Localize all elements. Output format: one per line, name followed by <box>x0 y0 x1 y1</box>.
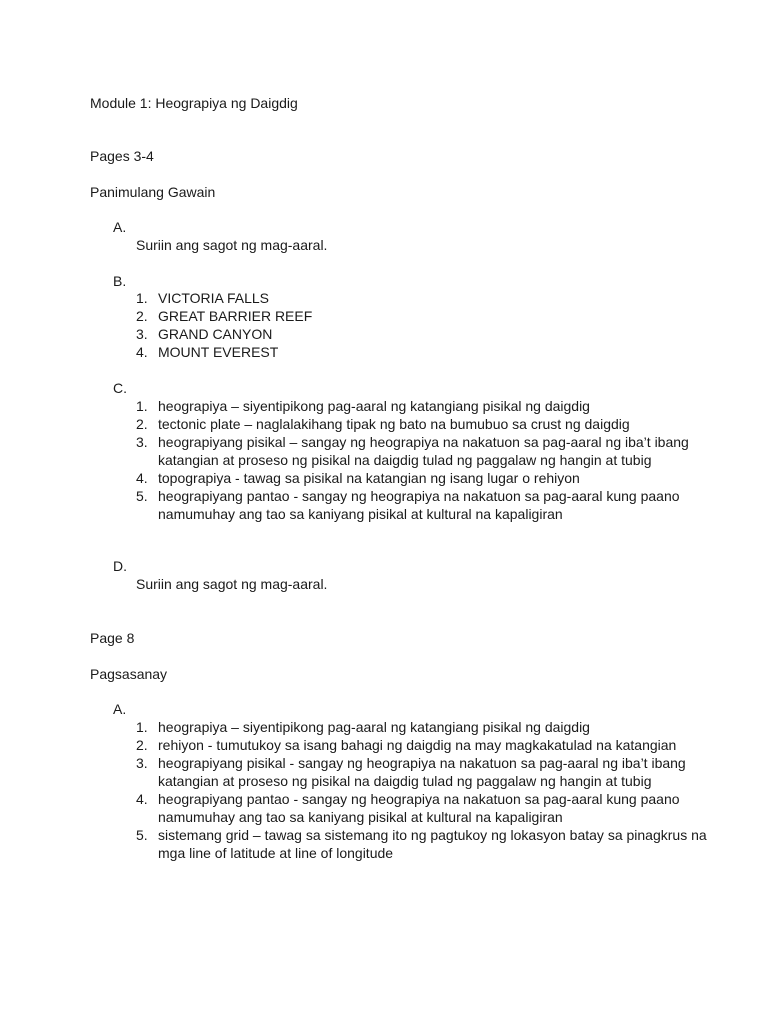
item-text: GREAT BARRIER REEF <box>158 308 313 324</box>
list-item <box>113 487 708 523</box>
item-number: 1. <box>136 398 148 414</box>
module-title: Module 1: Heograpiya ng Daigdig <box>90 95 298 111</box>
item-text: GRAND CANYON <box>158 326 273 342</box>
item-number: 5. <box>136 488 148 504</box>
list-item <box>113 343 708 361</box>
list-item <box>113 415 708 433</box>
item-text: MOUNT EVEREST <box>158 344 279 360</box>
item-text: sistemang grid – tawag sa sistemang ito ng pagtukoy ng lokasyon batay sa pinagkrus na mga line of latitude at line of longitude <box>158 827 707 861</box>
item-text: heograpiyang pisikal – sangay ng heograpiya na nakatuon sa pag-aaral ng iba’t ibang katangian at proseso ng pisikal na daigdig tulad ng paggalaw ng hangin at tubig <box>158 434 689 468</box>
item-text: rehiyon - tumutukoy sa isang bahagi ng daigdig na may magkakatulad na katangian <box>158 737 677 753</box>
item-number: 2. <box>136 308 148 324</box>
list-item <box>113 736 708 754</box>
list-item <box>113 718 708 736</box>
item-number: 4. <box>136 344 148 360</box>
item-number: 3. <box>136 755 148 771</box>
item-number: 5. <box>136 827 148 843</box>
list-item <box>113 289 708 307</box>
item-number: 3. <box>136 326 148 342</box>
list-item <box>113 826 708 862</box>
section1-a-label: A. <box>113 219 127 235</box>
section2-a-label: A. <box>113 701 127 717</box>
list-item <box>113 397 708 415</box>
list-item <box>113 433 708 469</box>
list-item <box>113 469 708 487</box>
item-text: heograpiya – siyentipikong pag-aaral ng katangiang pisikal ng daigdig <box>158 398 590 414</box>
section2-heading: Pagsasanay <box>90 666 168 682</box>
section1-pages: Pages 3-4 <box>90 148 154 164</box>
item-number: 2. <box>136 416 148 432</box>
item-number: 4. <box>136 791 148 807</box>
section1-b-label: B. <box>113 273 127 289</box>
section1-d-label: D. <box>113 558 127 574</box>
item-number: 1. <box>136 290 148 306</box>
item-number: 3. <box>136 434 148 450</box>
list-item <box>113 325 708 343</box>
item-number: 4. <box>136 470 148 486</box>
item-text: VICTORIA FALLS <box>158 290 270 306</box>
item-number: 1. <box>136 719 148 735</box>
list-item <box>113 754 708 790</box>
list-item <box>113 790 708 826</box>
item-text: heograpiya – siyentipikong pag-aaral ng katangiang pisikal ng daigdig <box>158 719 590 735</box>
item-text: topograpiya - tawag sa pisikal na katangian ng isang lugar o rehiyon <box>158 470 580 486</box>
item-text: heograpiyang pantao - sangay ng heograpiya na nakatuon sa pag-aaral kung paano namumuhay ang tao sa kaniyang pisikal at kultural na kapaligiran <box>158 791 680 825</box>
list-item <box>113 307 708 325</box>
section1-b-list <box>113 289 708 361</box>
section2-a-list <box>113 718 708 862</box>
section1-d-answer: Suriin ang sagot ng mag-aaral. <box>136 576 328 592</box>
item-number: 2. <box>136 737 148 753</box>
item-text: tectonic plate – naglalakihang tipak ng bato na bumubuo sa crust ng daigdig <box>158 416 630 432</box>
item-text: heograpiyang pantao - sangay ng heograpiya na nakatuon sa pag-aaral kung paano namumuhay ang tao sa kaniyang pisikal at kultural na kapaligiran <box>158 488 680 522</box>
section1-heading: Panimulang Gawain <box>90 184 216 200</box>
section2-pages: Page 8 <box>90 630 135 646</box>
item-text: heograpiyang pisikal - sangay ng heograpiya na nakatuon sa pag-aaral ng iba’t ibang katangian at proseso ng pisikal na daigdig tulad ng paggalaw ng hangin at tubig <box>158 755 686 789</box>
section1-a-answer: Suriin ang sagot ng mag-aaral. <box>136 237 328 253</box>
section1-c-label: C. <box>113 380 127 396</box>
section1-c-list <box>113 397 708 523</box>
